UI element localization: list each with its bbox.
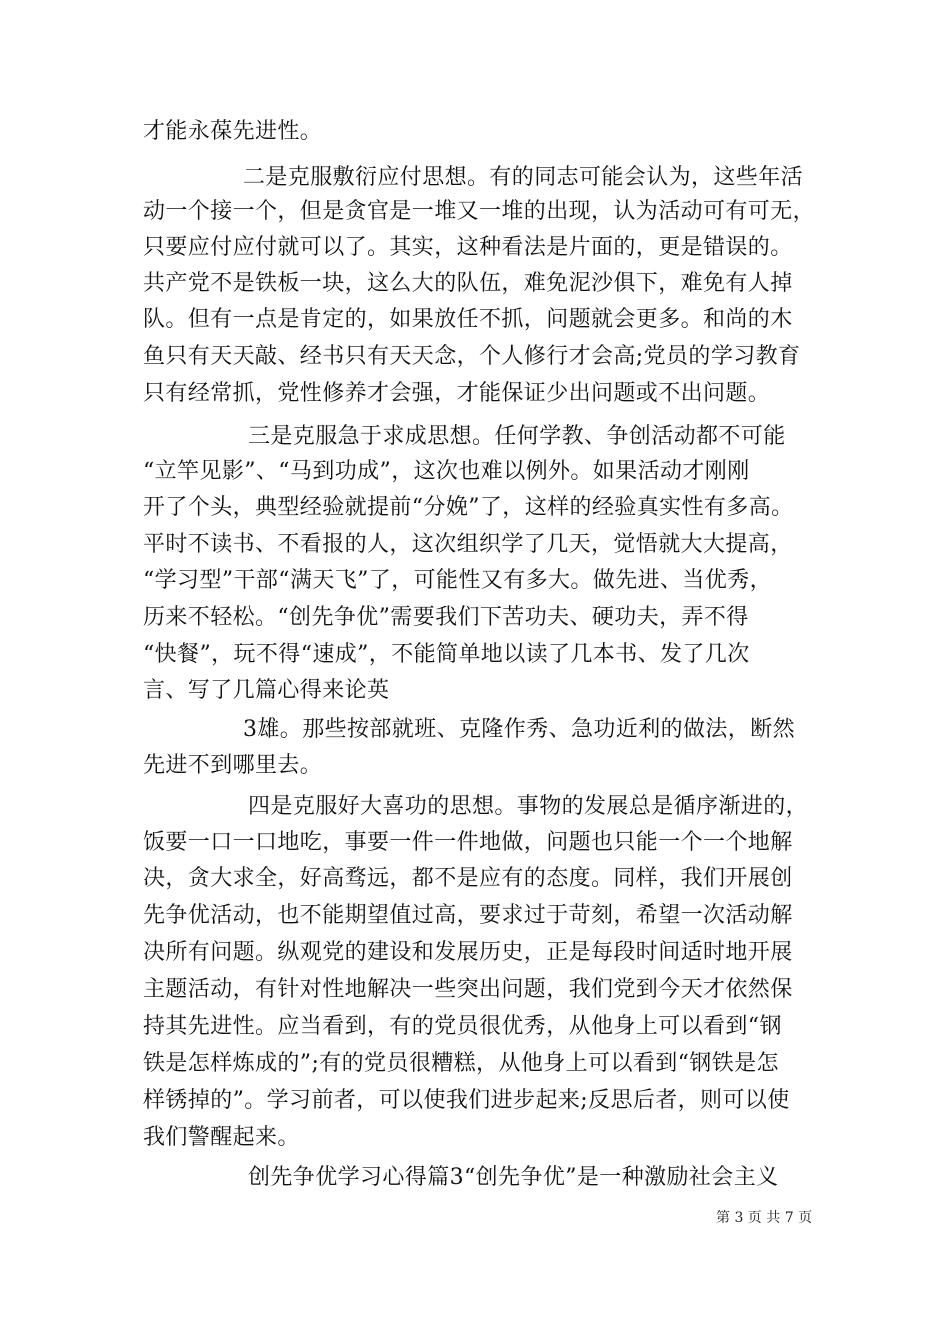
text-line: “立竿见影”、“马到功成”，这次也难以例外。如果活动才刚刚: [143, 459, 750, 484]
text-line: 才能永葆先进性。: [143, 119, 323, 144]
page-number-footer: 第 3 页 共 7 页: [716, 1210, 813, 1226]
text-line: 饭要一口一口地吃，事要一件一件地做，问题也只能一个一个地解: [143, 830, 793, 855]
text-line: 样锈掉的”。学习前者，可以使我们进步起来;反思后者，则可以使: [143, 1088, 790, 1113]
text-line: “学习型”干部“满天飞”了，可能性又有多大。做先进、当优秀，: [143, 568, 772, 593]
paragraph-start-line: 3雄。那些按部就班、克隆作秀、急功近利的做法，断然: [243, 717, 795, 742]
text-line: 动一个接一个，但是贪官是一堆又一堆的出现，认为活动可有可无，: [143, 199, 816, 224]
text-line: 队。但有一点是肯定的，如果放任不抓，问题就会更多。和尚的木: [143, 307, 793, 332]
text-line: 铁是怎样炼成的”;有的党员很糟糕，从他身上可以看到“钢铁是怎: [143, 1051, 779, 1076]
text-line: 决所有问题。纵观党的建设和发展历史，正是每段时间适时地开展: [143, 940, 793, 965]
paragraph-start-line: 二是克服敷衍应付思想。有的同志可能会认为，这些年活: [243, 165, 804, 190]
text-line: 言、写了几篇心得来论英: [143, 678, 390, 703]
text-line: 只要应付应付就可以了。其实，这种看法是片面的，更是错误的。: [143, 235, 793, 260]
text-line: 历来不轻松。“创先争优”需要我们下苦功夫、硬功夫，弄不得: [143, 605, 749, 630]
text-line: 平时不读书、不看报的人，这次组织学了几天，觉悟就大大提高，: [143, 532, 793, 557]
text-line: 持其先进性。应当看到，有的党员很优秀，从他身上可以看到“钢: [143, 1014, 782, 1039]
text-line: 只有经常抓，党性修养才会强，才能保证少出问题或不出问题。: [143, 381, 771, 406]
text-line: 主题活动，有针对性地解决一些突出问题，我们党到今天才依然保: [143, 977, 793, 1002]
text-line: 先进不到哪里去。: [143, 753, 323, 778]
text-line: 开了个头，典型经验就提前“分娩”了，这样的经验真实性有多高。: [143, 495, 794, 520]
text-line: 共产党不是铁板一块，这么大的队伍，难免泥沙俱下，难免有人掉: [143, 271, 793, 296]
paragraph-start-line: 四是克服好大喜功的思想。事物的发展总是循序渐进的，: [248, 794, 809, 819]
paragraph-start-line: 创先争优学习心得篇3“创先争优”是一种激励社会主义: [248, 1165, 779, 1190]
text-line: 我们警醒起来。: [143, 1125, 300, 1150]
text-line: “快餐”，玩不得“速成”，不能简单地以读了几本书、发了几次: [143, 642, 750, 667]
paragraph-start-line: 三是克服急于求成思想。任何学教、争创活动都不可能: [248, 424, 786, 449]
text-line: 决，贪大求全，好高骛远，都不是应有的态度。同样，我们开展创: [143, 866, 793, 891]
text-line: 鱼只有天天敲、经书只有天天念，个人修行才会高;党员的学习教育: [143, 344, 801, 369]
text-line: 先争优活动，也不能期望值过高，要求过于苛刻，希望一次活动解: [143, 903, 793, 928]
